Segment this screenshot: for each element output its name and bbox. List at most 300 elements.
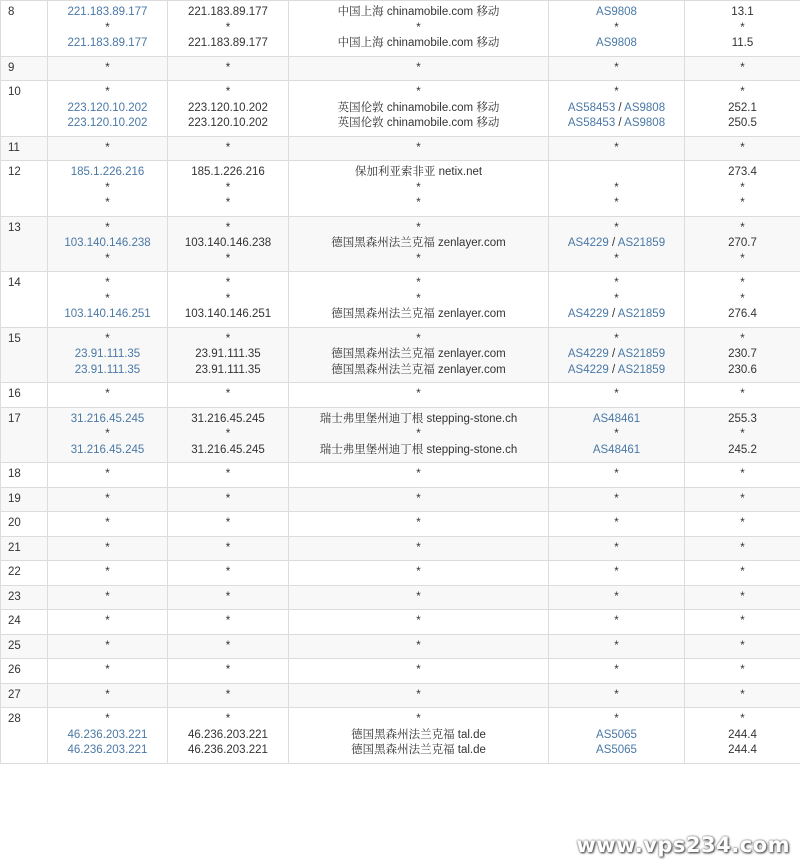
latency-cell-line	[687, 728, 798, 744]
location-cell-text: *	[416, 197, 421, 209]
asn-link[interactable]: AS4229	[567, 308, 609, 320]
ip-link[interactable]: 23.91.111.35	[74, 348, 141, 360]
ip-cell-line	[50, 5, 165, 21]
asn-cell-line	[551, 467, 682, 483]
asn-link[interactable]: AS4229	[567, 363, 609, 376]
location-cell-text: 中国上海 chinamobile.com 移动	[337, 6, 500, 18]
ip-cell-line	[50, 292, 165, 308]
hop-row	[1, 272, 800, 328]
asn-link: *	[614, 688, 619, 701]
hostname-cell	[168, 383, 289, 408]
asn-link[interactable]: AS9808	[624, 117, 666, 129]
asn-cell-line	[551, 712, 682, 728]
ip-link: *	[105, 615, 110, 627]
asn-cell-line	[551, 181, 682, 197]
hop-number: 9	[1, 56, 48, 81]
hostname-cell-text: *	[225, 21, 231, 34]
latency-cell-line	[687, 541, 798, 557]
location-cell-line	[291, 590, 546, 606]
location-cell-text: *	[416, 181, 421, 194]
location-cell-text: *	[416, 332, 421, 345]
ip-cell-line	[50, 116, 165, 132]
latency-cell-text: 244.4	[728, 744, 757, 756]
asn-cell	[549, 56, 685, 81]
hostname-cell	[168, 272, 289, 328]
hop-number: 24	[1, 610, 48, 635]
hostname-cell-line	[170, 712, 286, 728]
hostname-cell-text: 23.91.111.35	[195, 363, 261, 376]
asn-link: *	[614, 664, 619, 676]
latency-cell-text: *	[740, 388, 745, 400]
location-cell	[289, 56, 549, 81]
location-cell-line	[291, 236, 546, 252]
location-cell-line	[291, 443, 546, 459]
latency-cell-text: 255.3	[728, 412, 757, 425]
asn-link[interactable]: AS58453	[567, 101, 616, 114]
ip-cell-line	[50, 252, 165, 268]
hop-number: 27	[1, 683, 48, 708]
hostname-cell-text: *	[225, 197, 231, 209]
ip-link: *	[105, 517, 110, 529]
location-cell-line	[291, 85, 546, 101]
hostname-cell-line	[170, 292, 286, 308]
hostname-cell-text: 223.120.10.202	[188, 117, 268, 129]
asn-cell-line	[551, 728, 682, 744]
latency-cell-text: *	[740, 492, 745, 505]
hop-number: 13	[1, 216, 48, 272]
location-cell-line	[291, 467, 546, 483]
location-cell-line	[291, 743, 546, 759]
location-cell-text: *	[416, 615, 421, 627]
location-cell	[289, 161, 549, 217]
asn-cell	[549, 512, 685, 537]
latency-cell-text: *	[740, 221, 745, 234]
ip-cell-line	[50, 21, 165, 37]
hostname-cell	[168, 487, 289, 512]
asn-link[interactable]: AS21859	[617, 348, 666, 360]
ip-link: *	[105, 21, 110, 34]
ip-cell-line	[50, 590, 165, 606]
ip-link[interactable]: 223.120.10.202	[67, 101, 148, 114]
latency-cell-text: *	[740, 86, 745, 98]
hostname-cell	[168, 136, 289, 161]
hostname-cell	[168, 463, 289, 488]
ip-link[interactable]: 46.236.203.221	[67, 744, 148, 756]
hostname-cell	[168, 634, 289, 659]
hostname-cell-line	[170, 165, 286, 181]
latency-cell-text: 244.4	[728, 728, 757, 741]
latency-cell-text: *	[740, 615, 745, 627]
location-cell-line	[291, 36, 546, 52]
asn-separator: /	[615, 101, 625, 114]
location-cell-text: 德国黑森州法兰克福 zenlayer.com	[331, 308, 506, 320]
asn-cell	[549, 634, 685, 659]
hostname-cell-line	[170, 196, 286, 212]
hop-row	[1, 327, 800, 383]
location-cell	[289, 708, 549, 764]
asn-cell-line	[551, 614, 682, 630]
asn-cell	[549, 708, 685, 764]
hostname-cell-line	[170, 307, 286, 323]
asn-link[interactable]: AS5065	[596, 744, 637, 756]
ip-cell	[48, 708, 168, 764]
hop-row	[1, 216, 800, 272]
asn-link[interactable]: AS9808	[596, 6, 637, 18]
location-cell-text: *	[416, 468, 421, 480]
hop-number: 14	[1, 272, 48, 328]
ip-cell-line	[50, 61, 165, 77]
location-cell-line	[291, 221, 546, 237]
location-cell-text: 德国黑森州法兰克福 tal.de	[351, 744, 486, 756]
hostname-cell-text: *	[225, 388, 231, 400]
hop-number: 26	[1, 659, 48, 684]
hop-number: 8	[1, 1, 48, 57]
hostname-cell-line	[170, 5, 286, 21]
location-cell-text: *	[416, 639, 421, 652]
asn-link: *	[614, 21, 619, 34]
asn-link[interactable]: AS21859	[617, 363, 666, 376]
hostname-cell-line	[170, 492, 286, 508]
ip-link: *	[105, 590, 110, 603]
latency-cell-text: *	[740, 332, 745, 345]
asn-link: *	[614, 566, 619, 578]
location-cell-text: *	[416, 590, 421, 603]
location-cell-text: 英国伦敦 chinamobile.com 移动	[337, 117, 500, 129]
location-cell	[289, 634, 549, 659]
asn-cell-line	[551, 387, 682, 403]
latency-cell-text: *	[740, 21, 745, 34]
hostname-cell-text: *	[225, 541, 231, 554]
asn-cell-line	[551, 565, 682, 581]
ip-link[interactable]: 103.140.146.251	[64, 308, 151, 320]
asn-cell-line	[551, 443, 682, 459]
ip-cell-line	[50, 85, 165, 101]
hop-row	[1, 610, 800, 635]
ip-cell	[48, 272, 168, 328]
ip-cell	[48, 327, 168, 383]
ip-cell	[48, 659, 168, 684]
asn-link[interactable]: AS48461	[592, 443, 641, 456]
hostname-cell-line	[170, 85, 286, 101]
ip-link: *	[105, 181, 110, 194]
ip-link: *	[105, 664, 110, 676]
location-cell-line	[291, 427, 546, 443]
hostname-cell-line	[170, 141, 286, 157]
latency-cell-line	[687, 743, 798, 759]
latency-cell-line	[687, 101, 798, 117]
ip-cell	[48, 136, 168, 161]
ip-link[interactable]: 185.1.226.216	[70, 166, 145, 178]
ip-cell-line	[50, 387, 165, 403]
latency-cell-line	[687, 565, 798, 581]
location-cell-line	[291, 252, 546, 268]
asn-link[interactable]: AS21859	[617, 237, 666, 249]
hostname-cell-line	[170, 614, 286, 630]
asn-link: *	[614, 468, 619, 480]
ip-link[interactable]: 46.236.203.221	[67, 728, 148, 741]
latency-cell-line	[687, 307, 798, 323]
hostname-cell-line	[170, 467, 286, 483]
ip-link: *	[105, 468, 110, 480]
ip-link[interactable]: 103.140.146.238	[64, 237, 151, 249]
asn-cell-line	[551, 252, 682, 268]
hostname-cell-text: *	[225, 61, 231, 74]
latency-cell-line	[687, 181, 798, 197]
hop-number: 15	[1, 327, 48, 383]
hostname-cell-text: *	[225, 590, 231, 603]
asn-separator: /	[608, 308, 618, 320]
asn-link[interactable]: AS21859	[617, 308, 666, 320]
latency-cell-line	[687, 347, 798, 363]
ip-cell	[48, 487, 168, 512]
ip-link[interactable]: 221.183.89.177	[67, 37, 148, 49]
latency-cell	[685, 216, 800, 272]
ip-cell-line	[50, 492, 165, 508]
asn-cell-line	[551, 541, 682, 557]
asn-link: *	[614, 61, 619, 74]
asn-link: *	[614, 141, 619, 154]
location-cell	[289, 487, 549, 512]
latency-cell-text: *	[740, 181, 745, 194]
asn-link: *	[614, 517, 619, 529]
location-cell-line	[291, 363, 546, 379]
ip-cell-line	[50, 728, 165, 744]
latency-cell-text: *	[740, 664, 745, 676]
traceroute-table-body	[1, 1, 800, 764]
hostname-cell-line	[170, 743, 286, 759]
location-cell-text: *	[416, 713, 421, 725]
ip-link[interactable]: 23.91.111.35	[74, 363, 141, 376]
asn-link: *	[614, 388, 619, 400]
hop-number: 23	[1, 585, 48, 610]
latency-cell-line	[687, 221, 798, 237]
hostname-cell-line	[170, 347, 286, 363]
watermark: www.vps234.com	[576, 833, 790, 857]
asn-cell	[549, 610, 685, 635]
hostname-cell-text: *	[225, 292, 231, 305]
ip-link: *	[105, 141, 110, 154]
hop-number: 19	[1, 487, 48, 512]
location-cell-text: 德国黑森州法兰克福 zenlayer.com	[331, 237, 506, 249]
latency-cell-line	[687, 61, 798, 77]
asn-link[interactable]: AS9808	[624, 101, 666, 114]
ip-link: *	[105, 277, 110, 289]
hop-row	[1, 161, 800, 217]
ip-cell-line	[50, 712, 165, 728]
latency-cell-line	[687, 663, 798, 679]
latency-cell	[685, 487, 800, 512]
latency-cell	[685, 463, 800, 488]
asn-link: *	[614, 292, 619, 305]
latency-cell	[685, 683, 800, 708]
location-cell-line	[291, 101, 546, 117]
location-cell-line	[291, 307, 546, 323]
hostname-cell-line	[170, 728, 286, 744]
hostname-cell-text: *	[225, 468, 231, 480]
latency-cell	[685, 561, 800, 586]
latency-cell-line	[687, 21, 798, 37]
latency-cell-text: *	[740, 541, 745, 554]
hostname-cell	[168, 1, 289, 57]
asn-link: *	[614, 639, 619, 652]
ip-cell-line	[50, 614, 165, 630]
location-cell	[289, 610, 549, 635]
ip-cell-line	[50, 347, 165, 363]
asn-link[interactable]: AS4229	[567, 237, 609, 249]
ip-link: *	[105, 713, 110, 725]
ip-link: *	[105, 388, 110, 400]
asn-cell	[549, 487, 685, 512]
asn-link[interactable]: AS48461	[592, 412, 641, 425]
asn-cell-line	[551, 236, 682, 252]
asn-cell	[549, 463, 685, 488]
ip-cell-line	[50, 663, 165, 679]
location-cell	[289, 383, 549, 408]
ip-cell-line	[50, 412, 165, 428]
location-cell-text: *	[416, 221, 421, 234]
asn-cell-line	[551, 363, 682, 379]
ip-cell	[48, 383, 168, 408]
latency-cell-text: 252.1	[728, 101, 757, 114]
asn-cell-line	[551, 307, 682, 323]
hostname-cell	[168, 81, 289, 137]
hop-number: 21	[1, 536, 48, 561]
ip-cell	[48, 610, 168, 635]
hostname-cell-text: *	[225, 428, 231, 440]
asn-cell-line	[551, 36, 682, 52]
asn-separator: /	[608, 348, 618, 360]
hostname-cell-text: 46.236.203.221	[188, 728, 268, 741]
hop-row	[1, 1, 800, 57]
ip-link: *	[105, 639, 110, 652]
ip-cell-line	[50, 443, 165, 459]
location-cell	[289, 136, 549, 161]
latency-cell-text: 230.7	[728, 348, 757, 360]
hostname-cell-line	[170, 21, 286, 37]
latency-cell-line	[687, 688, 798, 704]
hostname-cell-line	[170, 332, 286, 348]
ip-link[interactable]: 223.120.10.202	[67, 117, 148, 129]
latency-cell-text: *	[740, 292, 745, 305]
asn-cell-line	[551, 332, 682, 348]
asn-cell	[549, 136, 685, 161]
latency-cell-text: *	[740, 639, 745, 652]
latency-cell-line	[687, 590, 798, 606]
asn-link: *	[614, 590, 619, 603]
asn-cell-line	[551, 276, 682, 292]
asn-link[interactable]: AS58453	[567, 117, 616, 129]
hop-number: 16	[1, 383, 48, 408]
location-cell	[289, 463, 549, 488]
ip-link: *	[105, 221, 110, 234]
asn-cell-line	[551, 85, 682, 101]
location-cell-line	[291, 181, 546, 197]
hostname-cell-line	[170, 663, 286, 679]
ip-link: *	[105, 688, 110, 701]
hostname-cell-text: *	[225, 277, 231, 289]
asn-cell	[549, 659, 685, 684]
hostname-cell-text: *	[225, 566, 231, 578]
latency-cell	[685, 610, 800, 635]
hostname-cell	[168, 585, 289, 610]
asn-cell	[549, 81, 685, 137]
hop-row	[1, 512, 800, 537]
location-cell-text: *	[416, 388, 421, 400]
ip-cell	[48, 463, 168, 488]
asn-link: *	[614, 332, 619, 345]
hostname-cell-line	[170, 541, 286, 557]
hostname-cell-line	[170, 516, 286, 532]
ip-link[interactable]: 221.183.89.177	[67, 6, 148, 18]
hostname-cell	[168, 708, 289, 764]
asn-cell-line	[551, 639, 682, 655]
asn-link: *	[614, 277, 619, 289]
ip-cell-line	[50, 307, 165, 323]
asn-cell-line	[551, 688, 682, 704]
location-cell-line	[291, 492, 546, 508]
asn-cell-line	[551, 492, 682, 508]
latency-cell-line	[687, 85, 798, 101]
asn-link[interactable]: AS9808	[596, 37, 637, 49]
location-cell-text: *	[416, 61, 421, 74]
location-cell-text: 中国上海 chinamobile.com 移动	[337, 37, 500, 49]
location-cell-line	[291, 387, 546, 403]
ip-cell-line	[50, 236, 165, 252]
hostname-cell-text: 103.140.146.238	[184, 237, 272, 249]
latency-cell-line	[687, 443, 798, 459]
asn-link[interactable]: AS5065	[596, 728, 637, 741]
hop-row	[1, 383, 800, 408]
ip-link[interactable]: 31.216.45.245	[70, 412, 145, 425]
asn-link[interactable]: AS4229	[567, 348, 609, 360]
latency-cell	[685, 512, 800, 537]
latency-cell-text: 245.2	[728, 443, 757, 456]
hop-number: 28	[1, 708, 48, 764]
hostname-cell-text: *	[225, 141, 231, 154]
ip-cell-line	[50, 743, 165, 759]
hostname-cell-text: 31.216.45.245	[191, 412, 265, 425]
location-cell-text: *	[416, 541, 421, 554]
location-cell-line	[291, 276, 546, 292]
ip-cell-line	[50, 332, 165, 348]
location-cell-text: 保加利亚索非亚 netix.net	[354, 166, 483, 178]
latency-cell-text: *	[740, 197, 745, 209]
location-cell-line	[291, 116, 546, 132]
asn-cell	[549, 161, 685, 217]
asn-cell-line	[551, 292, 682, 308]
ip-cell-line	[50, 141, 165, 157]
hostname-cell-line	[170, 443, 286, 459]
ip-cell-line	[50, 688, 165, 704]
ip-link[interactable]: 31.216.45.245	[70, 443, 145, 456]
ip-link: *	[105, 492, 110, 505]
ip-cell	[48, 81, 168, 137]
hostname-cell-text: *	[225, 664, 231, 676]
hostname-cell-line	[170, 590, 286, 606]
location-cell-line	[291, 292, 546, 308]
ip-link: *	[105, 197, 110, 209]
location-cell-text: 瑞士弗里堡州迪丁根 stepping-stone.ch	[319, 412, 518, 425]
location-cell-line	[291, 565, 546, 581]
latency-cell	[685, 634, 800, 659]
ip-cell-line	[50, 467, 165, 483]
latency-cell-text: *	[740, 141, 745, 154]
latency-cell	[685, 585, 800, 610]
hop-row	[1, 56, 800, 81]
latency-cell-line	[687, 5, 798, 21]
latency-cell-text: *	[740, 688, 745, 701]
latency-cell	[685, 81, 800, 137]
